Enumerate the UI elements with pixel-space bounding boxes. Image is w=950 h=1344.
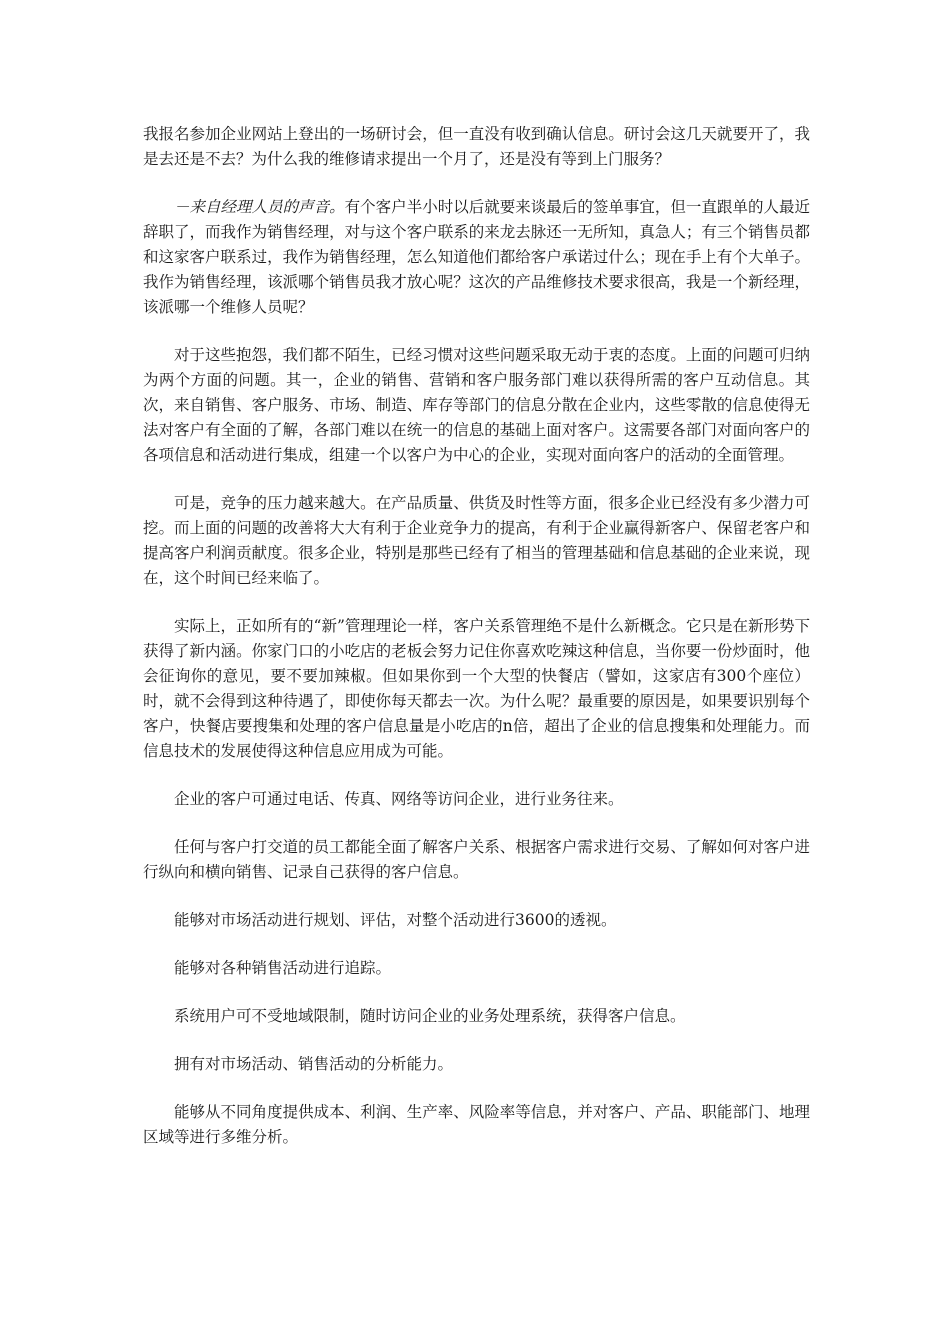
paragraph-text: 可是，竞争的压力越来越大。在产品质量、供货及时性等方面，很多企业已经没有多少潜力可挖。而上面的问题的改善将大大有利于企业竞争力的提高，有利于企业赢得新客户、保留老客户和提高客户利润贡献度。很多企业，特别是那些已经有了相当的管理基础和信息基础的企业来说，现在，这个时间已经来临了。 bbox=[143, 494, 810, 587]
paragraph-text: 能够从不同角度提供成本、利润、生产率、风险率等信息，并对客户、产品、职能部门、地理区域等进行多维分析。 bbox=[143, 1103, 810, 1146]
document-body bbox=[143, 122, 810, 1173]
paragraph-lead: －来自经理人员的声音。 bbox=[174, 198, 345, 216]
paragraph-text: 实际上，正如所有的“新”管理理论一样，客户关系管理绝不是什么新概念。它只是在新形势下获得了新内涵。你家门口的小吃店的老板会努力记住你喜欢吃辣这种信息，当你要一份炒面时，他会征询你的意见，要不要加辣椒。但如果你到一个大型的快餐店（譬如，这家店有300个座位）时，就不会得到这种待遇了，即使你每天都去一次。为什么呢？最重要的原因是，如果要识别每个客户，快餐店要搜集和处理的客户信息量是小吃店的n倍，超出了企业的信息搜集和处理能力。而信息技术的发展使得这种信息应用成为可能。 bbox=[143, 617, 810, 760]
paragraph-crm-concept bbox=[143, 614, 810, 764]
paragraph-text: 系统用户可不受地域限制，随时访问企业的业务处理系统，获得客户信息。 bbox=[174, 1007, 686, 1025]
paragraph-feature-marketing-planning bbox=[143, 908, 810, 933]
paragraph-complaint-customer bbox=[143, 122, 810, 172]
paragraph-feature-remote-access bbox=[143, 1004, 810, 1029]
paragraph-feature-multidimensional bbox=[143, 1100, 810, 1150]
paragraph-complaint-manager bbox=[143, 195, 810, 320]
paragraph-text: 企业的客户可通过电话、传真、网络等访问企业，进行业务往来。 bbox=[174, 790, 624, 808]
paragraph-text: 拥有对市场活动、销售活动的分析能力。 bbox=[174, 1055, 454, 1073]
paragraph-text: 有个客户半小时以后就要来谈最后的签单事宜，但一直跟单的人最近辞职了，而我作为销售经理，对与这个客户联系的来龙去脉还一无所知，真急人；有三个销售员都和这家客户联系过，我作为销售经理，怎么知道他们都给客户承诺过什么；现在手上有个大单子。我作为销售经理，该派哪个销售员我才放心呢？这次的产品维修技术要求很高，我是一个新经理，该派哪一个维修人员呢？ bbox=[143, 198, 810, 316]
paragraph-text: 任何与客户打交道的员工都能全面了解客户关系、根据客户需求进行交易、了解如何对客户进行纵向和横向销售、记录自己获得的客户信息。 bbox=[143, 838, 810, 881]
paragraph-feature-employees bbox=[143, 835, 810, 885]
paragraph-analysis bbox=[143, 343, 810, 468]
paragraph-text: 能够对各种销售活动进行追踪。 bbox=[174, 959, 392, 977]
paragraph-feature-sales-tracking bbox=[143, 956, 810, 981]
paragraph-competition bbox=[143, 491, 810, 591]
paragraph-feature-analysis bbox=[143, 1052, 810, 1077]
paragraph-text: 对于这些抱怨，我们都不陌生，已经习惯对这些问题采取无动于衷的态度。上面的问题可归纳为两个方面的问题。其一，企业的销售、营销和客户服务部门难以获得所需的客户互动信息。其次，来自销售、客户服务、市场、制造、库存等部门的信息分散在企业内，这些零散的信息使得无法对客户有全面的了解，各部门难以在统一的信息的基础上面对客户。这需要各部门对面向客户的各项信息和活动进行集成，组建一个以客户为中心的企业，实现对面向客户的活动的全面管理。 bbox=[143, 346, 810, 464]
paragraph-feature-access bbox=[143, 787, 810, 812]
paragraph-text: 能够对市场活动进行规划、评估，对整个活动进行3600的透视。 bbox=[174, 911, 617, 929]
paragraph-text: 我报名参加企业网站上登出的一场研讨会，但一直没有收到确认信息。研讨会这几天就要开了，我是去还是不去？为什么我的维修请求提出一个月了，还是没有等到上门服务？ bbox=[143, 125, 810, 168]
